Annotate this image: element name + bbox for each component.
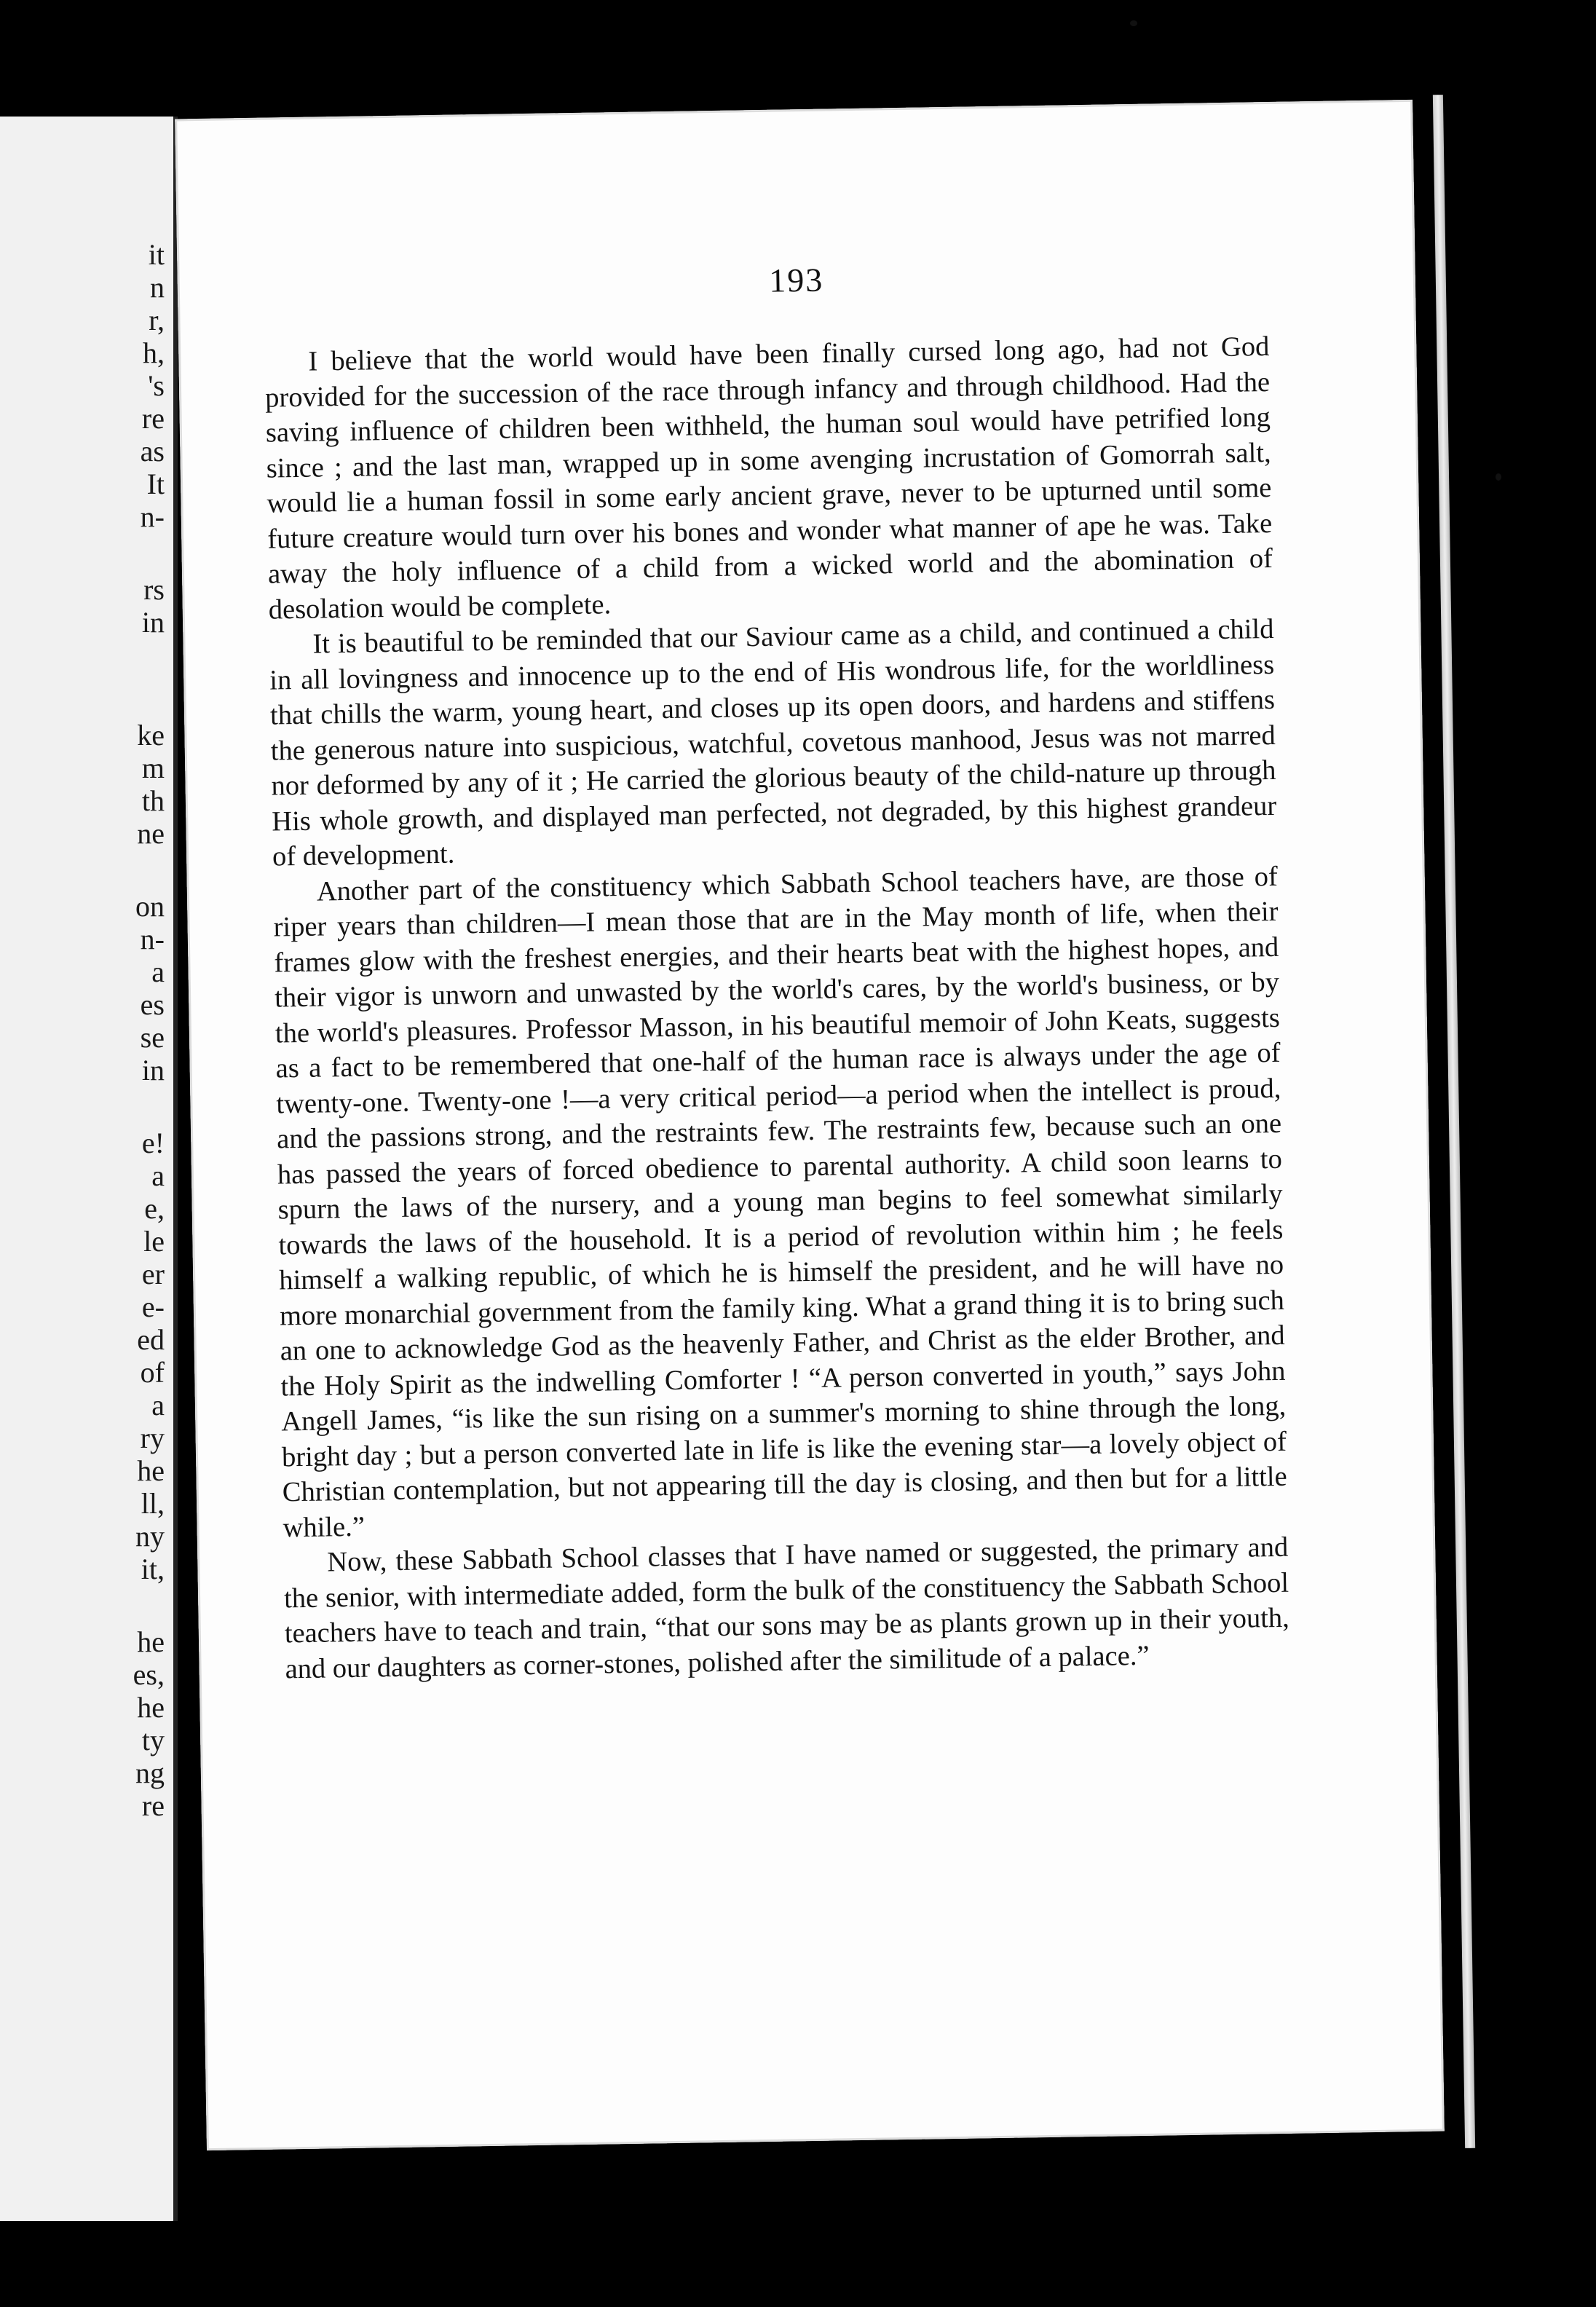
facing-page-fragment: it (148, 238, 165, 271)
paragraph-1: I believe that the world would have been finally cursed long ago, had not God provided for the succession of the race through infancy and through childhood. Had the saving influence of children been withheld, the human soul would have petrified long since ; and the last man, wrapped up in some avenging incrustation of Gomorrah salt, would lie a human fossil in some early ancient grave, never to be upturned until some future creature would turn over his bones and wonder what manner of ape he was. Take away the holy influence of a child from a wicked world and the abomination of desolation would be complete. (264, 331, 1273, 626)
facing-page (0, 117, 178, 2221)
facing-page-fragment: ke (137, 719, 165, 752)
facing-page-fragment: he (137, 1691, 165, 1724)
facing-page-fragment: on (135, 890, 165, 923)
facing-page-fragment: e, (144, 1192, 165, 1225)
facing-page-fragment: e- (141, 1290, 165, 1323)
facing-page-fragment: n- (140, 500, 165, 533)
book-page (175, 100, 1445, 2150)
dust-speck (1496, 473, 1501, 481)
facing-page-fragment: re (141, 1789, 165, 1822)
facing-page-fragment: a (151, 1159, 165, 1192)
dust-speck (1130, 20, 1137, 26)
facing-page-fragment: es, (133, 1658, 165, 1691)
facing-page-fragment: ry (140, 1421, 165, 1454)
paragraph-3: Another part of the constituency which Sabbath School teachers have, are those of riper years than children—I mean those that are in the May month of life, when their frames glow with the freshest energies, and their hearts beat with the highest hopes, and their vigor is unworn and unwasted by the world's cares, by the world's business, or by the world's pleasures. Professor Masson, in his beautiful memoir of John Keats, suggests as a fact to be remembered that one-half of the human race is always under the age of twenty-one. Twenty-one !—a very critical period—a period when the intellect is proud, and the passions strong, and the restraints few. The restraints few, because such an one has passed the years of forced obedience to parental authority. A child soon learns to spurn the laws of the nursery, and a young man begins to feel somewhat similarly towards the laws of the household. It is a period of revolution within him ; he feels himself a walking republic, of which he is himself the president, and he will have no more monarchial government from the family king. What a grand thing it is to bring such an one to acknowledge God as the heavenly Father, and Christ as the elder Brother, and the Holy Spirit as the indwelling Comforter ! “A person converted in youth,” says John Angell James, “is like the sun rising on a summer's morning to shine through the long, bright day ; but a person converted late in life is like the evening star—a lovely object of Christian contemplation, but not appearing till the day is closing, and then but for a little while.” (273, 861, 1287, 1543)
facing-page-fragment: ng (135, 1756, 165, 1789)
facing-page-fragment: le (143, 1225, 165, 1258)
facing-page-fragment: m (141, 752, 165, 784)
facing-page-fragment: h, (143, 336, 165, 369)
facing-page-fragment: he (137, 1625, 165, 1658)
facing-page-fragment: es (140, 988, 165, 1021)
page-number: 193 (768, 261, 824, 299)
facing-page-fragment: it, (141, 1553, 165, 1585)
facing-page-fragment: ne (137, 817, 165, 850)
facing-page-fragment: ty (141, 1724, 165, 1756)
facing-page-fragment: se (140, 1021, 165, 1054)
paragraph-2: It is beautiful to be reminded that our Saviour came as a child, and continued a child in all lovingness and innocence up to the end of His wondrous life, for the worldliness that chills the warm, young heart, and closes up its open doors, and hardens and stiffens the generous nature into suspicious, watchful, covetous manhood, Jesus was not marred nor deformed by any of it ; He carried the glorious beauty of the child-nature up through His whole growth, and displayed man perfected, not degraded, by this highest grandeur of development. (269, 613, 1277, 872)
facing-page-fragment: er (141, 1258, 165, 1290)
facing-page-fragment: a (151, 955, 165, 988)
facing-page-fragment: It (146, 468, 165, 500)
facing-page-fragment: n- (140, 923, 165, 955)
facing-page-fragment: ny (135, 1520, 165, 1553)
facing-page-fragment: a (151, 1389, 165, 1421)
facing-page-fragment: in (141, 1054, 165, 1087)
facing-page-fragment: rs (143, 573, 165, 606)
facing-page-fragment: of (140, 1356, 165, 1389)
facing-page-fragment: th (141, 784, 165, 817)
facing-page-fragment: 's (148, 369, 165, 402)
paragraph-4: Now, these Sabbath School classes that I have named or suggested, the primary and the senior, with intermediate added, form the bulk of the constituency the Sabbath School teachers have to teach and train, “that our sons may be as plants grown up in their youth, and our daughters as corner-stones, polished after the similitude of a palace.” (283, 1531, 1290, 1684)
page-body (264, 329, 1290, 1687)
facing-page-fragment: ed (137, 1323, 165, 1356)
facing-page-fragment: e! (141, 1127, 165, 1159)
facing-page-fragment: re (141, 402, 165, 435)
facing-page-fragment: r, (149, 304, 165, 336)
facing-page-fragment: ll, (141, 1487, 165, 1520)
facing-page-fragment: he (137, 1454, 165, 1487)
facing-page-fragment: in (141, 606, 165, 639)
facing-page-fragment: as (140, 435, 165, 468)
facing-page-fragment: n (150, 271, 165, 304)
